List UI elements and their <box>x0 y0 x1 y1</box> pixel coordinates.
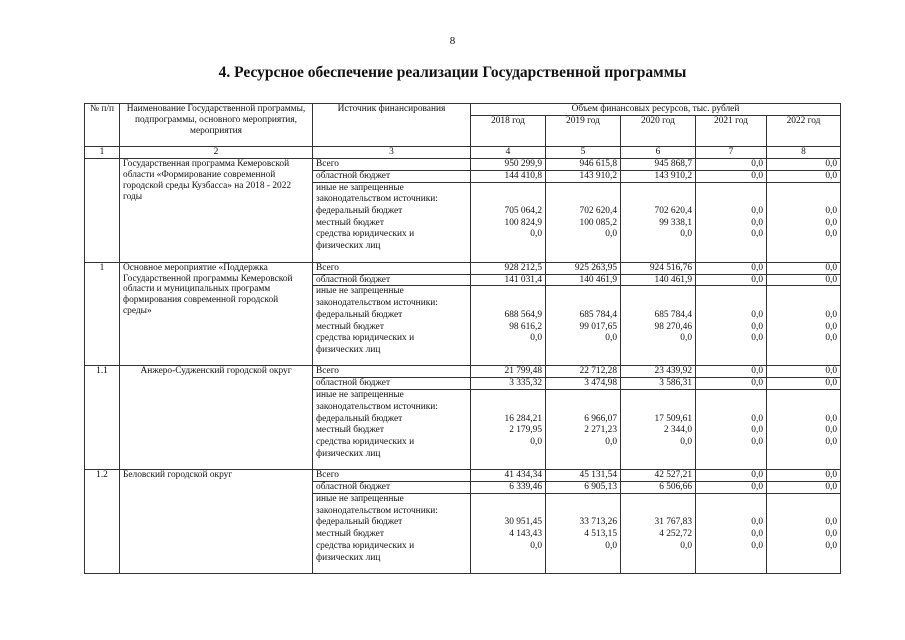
value-legal: 0,0 <box>605 229 617 240</box>
source-label: иные не запрещенные <box>316 182 404 193</box>
source-regional: областной бюджет <box>313 170 471 182</box>
value-total: 0,0 <box>767 262 841 274</box>
value-regional: 6 905,13 <box>546 482 621 494</box>
value-other <box>767 390 841 470</box>
value-federal: 0,0 <box>751 517 763 528</box>
value-regional: 3 586,31 <box>621 378 696 390</box>
value-other <box>471 390 546 470</box>
page-title: 4. Ресурсное обеспечение реализации Государственной программы <box>218 64 687 81</box>
value-legal: 0,0 <box>530 333 542 344</box>
value-federal: 705 064,2 <box>504 206 542 216</box>
value-regional: 0,0 <box>696 170 767 182</box>
source-label: законодательством источники: <box>316 194 438 205</box>
value-regional: 0,0 <box>696 378 767 390</box>
source-label: иные не запрещенные <box>316 390 404 401</box>
value-other <box>471 494 546 574</box>
value-other <box>621 286 696 366</box>
row-name: Государственная программа Кемеровской области «Формирование современной городской среды Кузбасса» на 2018 - 2022 годы <box>120 158 313 262</box>
value-regional: 3 335,32 <box>471 378 546 390</box>
value-total: 22 712,28 <box>546 366 621 378</box>
value-federal: 17 509,61 <box>654 413 692 424</box>
value-federal: 0,0 <box>825 517 838 528</box>
value-total: 23 439,92 <box>621 366 696 378</box>
resource-table <box>84 103 841 574</box>
source-label: местный бюджет <box>316 321 384 332</box>
value-local: 0,0 <box>751 321 763 332</box>
value-total: 0,0 <box>767 470 841 482</box>
value-other <box>767 182 841 262</box>
source-label: федеральный бюджет <box>316 517 403 528</box>
source-other <box>313 286 471 366</box>
source-total: Всего <box>313 262 471 274</box>
source-label: иные не запрещенные <box>316 494 404 505</box>
value-federal: 0,0 <box>751 309 763 320</box>
header-year: 2022 год <box>767 115 841 146</box>
value-legal: 0,0 <box>680 437 692 447</box>
value-regional: 143 910,2 <box>546 170 621 182</box>
value-local: 100 085,2 <box>579 217 617 228</box>
value-federal: 685 784,4 <box>579 309 617 320</box>
value-legal: 0,0 <box>751 437 763 447</box>
value-other <box>696 494 767 574</box>
value-local: 99 017,65 <box>579 321 617 332</box>
value-legal: 0,0 <box>825 437 838 447</box>
row-number: 1 <box>85 262 120 366</box>
value-federal: 0,0 <box>825 413 838 424</box>
value-regional: 143 910,2 <box>621 170 696 182</box>
value-legal: 0,0 <box>825 333 838 344</box>
value-other <box>696 390 767 470</box>
value-total: 925 263,95 <box>546 262 621 274</box>
value-regional: 141 031,4 <box>471 274 546 286</box>
value-local: 0,0 <box>751 425 763 436</box>
value-federal: 702 620,4 <box>654 206 692 216</box>
source-label: средства юридических и <box>316 333 415 344</box>
value-other <box>696 182 767 262</box>
value-total: 21 799,48 <box>471 366 546 378</box>
header-year: 2020 год <box>621 115 696 146</box>
source-total: Всего <box>313 470 471 482</box>
value-other <box>546 182 621 262</box>
value-local: 98 616,2 <box>509 321 542 332</box>
source-label: местный бюджет <box>316 217 384 228</box>
source-total: Всего <box>313 366 471 378</box>
value-federal: 0,0 <box>751 206 763 216</box>
value-other <box>621 494 696 574</box>
column-number: 5 <box>546 146 621 158</box>
value-local: 98 270,46 <box>654 321 692 332</box>
source-regional: областной бюджет <box>313 274 471 286</box>
header-year: 2021 год <box>696 115 767 146</box>
source-total: Всего <box>313 158 471 170</box>
value-local: 0,0 <box>751 217 763 228</box>
page-number: 8 <box>449 35 456 47</box>
source-label: средства юридических и <box>316 540 415 551</box>
source-other <box>313 182 471 262</box>
value-local: 100 824,9 <box>504 217 542 228</box>
value-total: 924 516,76 <box>621 262 696 274</box>
value-total: 0,0 <box>767 158 841 170</box>
source-other <box>313 390 471 470</box>
value-legal: 0,0 <box>680 540 692 551</box>
value-federal: 6 966,07 <box>584 413 617 424</box>
value-legal: 0,0 <box>530 540 542 551</box>
value-regional: 140 461,9 <box>621 274 696 286</box>
header-year: 2018 год <box>471 115 546 146</box>
source-regional: областной бюджет <box>313 378 471 390</box>
value-local: 4 143,43 <box>509 529 542 540</box>
value-regional: 0,0 <box>767 170 841 182</box>
value-federal: 30 951,45 <box>504 517 542 528</box>
value-local: 99 338,1 <box>659 217 692 228</box>
value-other <box>767 286 841 366</box>
source-label: федеральный бюджет <box>316 413 403 424</box>
value-legal: 0,0 <box>605 333 617 344</box>
value-local: 2 271,23 <box>584 425 617 436</box>
value-local: 2 179,95 <box>509 425 542 436</box>
value-legal: 0,0 <box>605 437 617 447</box>
source-label: средства юридических и <box>316 229 415 240</box>
value-total: 0,0 <box>696 158 767 170</box>
value-local: 0,0 <box>751 529 763 540</box>
header-year: 2019 год <box>546 115 621 146</box>
value-total: 45 131,54 <box>546 470 621 482</box>
value-other <box>546 494 621 574</box>
value-other <box>621 182 696 262</box>
value-legal: 0,0 <box>751 229 763 240</box>
value-regional: 0,0 <box>696 274 767 286</box>
header-num: № п/п <box>85 104 120 147</box>
value-federal: 0,0 <box>825 309 838 320</box>
source-label: иные не запрещенные <box>316 286 404 297</box>
value-legal: 0,0 <box>605 540 617 551</box>
value-other <box>696 286 767 366</box>
row-name: Беловский городской округ <box>120 470 313 574</box>
source-label: средства юридических и <box>316 437 415 447</box>
value-total: 945 868,7 <box>621 158 696 170</box>
source-label: физических лиц <box>316 552 381 563</box>
value-federal: 702 620,4 <box>579 206 617 216</box>
row-number: 1.2 <box>85 470 120 574</box>
value-total: 42 527,21 <box>621 470 696 482</box>
value-total: 41 434,34 <box>471 470 546 482</box>
value-local: 4 513,15 <box>584 529 617 540</box>
value-other <box>471 182 546 262</box>
value-legal: 0,0 <box>680 333 692 344</box>
value-local: 0,0 <box>825 529 838 540</box>
column-number: 7 <box>696 146 767 158</box>
column-number: 1 <box>85 146 120 158</box>
value-legal: 0,0 <box>530 229 542 240</box>
source-label: законодательством источники: <box>316 298 438 309</box>
column-number: 4 <box>471 146 546 158</box>
header-volume: Объем финансовых ресурсов, тыс. рублей <box>471 104 841 116</box>
value-local: 0,0 <box>825 425 838 436</box>
value-legal: 0,0 <box>680 229 692 240</box>
value-federal: 33 713,26 <box>579 517 617 528</box>
row-number: 1.1 <box>85 366 120 470</box>
column-number: 6 <box>621 146 696 158</box>
value-federal: 31 767,83 <box>654 517 692 528</box>
value-federal: 688 564,9 <box>504 309 542 320</box>
value-legal: 0,0 <box>751 540 763 551</box>
value-regional: 144 410,8 <box>471 170 546 182</box>
value-total: 928 212,5 <box>471 262 546 274</box>
value-regional: 6 339,46 <box>471 482 546 494</box>
value-other <box>621 390 696 470</box>
source-other <box>313 494 471 574</box>
value-total: 0,0 <box>696 470 767 482</box>
source-label: местный бюджет <box>316 529 384 540</box>
column-number: 3 <box>313 146 471 158</box>
value-total: 950 299,9 <box>471 158 546 170</box>
header-source: Источник финансирования <box>313 104 471 147</box>
source-regional: областной бюджет <box>313 482 471 494</box>
value-local: 0,0 <box>825 217 838 228</box>
value-regional: 0,0 <box>767 274 841 286</box>
column-number: 8 <box>767 146 841 158</box>
source-label: законодательством источники: <box>316 505 438 516</box>
header-name: Наименование Государственной программы, подпрограммы, основного мероприятия, мероприятия <box>120 104 313 147</box>
value-other <box>546 286 621 366</box>
row-name: Основное мероприятие «Поддержка Государственной программы Кемеровской области и муниципальных программ формирования современной городской среды» <box>120 262 313 366</box>
source-label: местный бюджет <box>316 425 384 436</box>
source-label: физических лиц <box>316 241 381 252</box>
source-label: федеральный бюджет <box>316 309 403 320</box>
value-regional: 6 506,66 <box>621 482 696 494</box>
source-label: законодательством источники: <box>316 401 438 412</box>
row-number <box>85 158 120 262</box>
value-other <box>767 494 841 574</box>
value-total: 0,0 <box>696 366 767 378</box>
source-label: физических лиц <box>316 344 381 355</box>
value-total: 0,0 <box>767 366 841 378</box>
source-label: физических лиц <box>316 448 381 459</box>
table-row-total <box>85 262 841 274</box>
value-federal: 685 784,4 <box>654 309 692 320</box>
value-legal: 0,0 <box>530 437 542 447</box>
value-local: 0,0 <box>825 321 838 332</box>
value-regional: 0,0 <box>696 482 767 494</box>
value-total: 946 615,8 <box>546 158 621 170</box>
value-local: 2 344,0 <box>663 425 692 436</box>
value-legal: 0,0 <box>825 540 838 551</box>
value-regional: 140 461,9 <box>546 274 621 286</box>
source-label: федеральный бюджет <box>316 206 403 216</box>
value-total: 0,0 <box>696 262 767 274</box>
value-regional: 3 474,98 <box>546 378 621 390</box>
value-other <box>471 286 546 366</box>
value-federal: 16 284,21 <box>504 413 542 424</box>
row-name: Анжеро-Судженский городской округ <box>120 366 313 470</box>
value-regional: 0,0 <box>767 482 841 494</box>
value-federal: 0,0 <box>825 206 838 216</box>
value-other <box>546 390 621 470</box>
column-number: 2 <box>120 146 313 158</box>
table-row-total <box>85 158 841 170</box>
value-legal: 0,0 <box>751 333 763 344</box>
table-row-total <box>85 366 841 378</box>
value-regional: 0,0 <box>767 378 841 390</box>
value-federal: 0,0 <box>751 413 763 424</box>
table-row-total <box>85 470 841 482</box>
value-local: 4 252,72 <box>659 529 692 540</box>
value-legal: 0,0 <box>825 229 838 240</box>
